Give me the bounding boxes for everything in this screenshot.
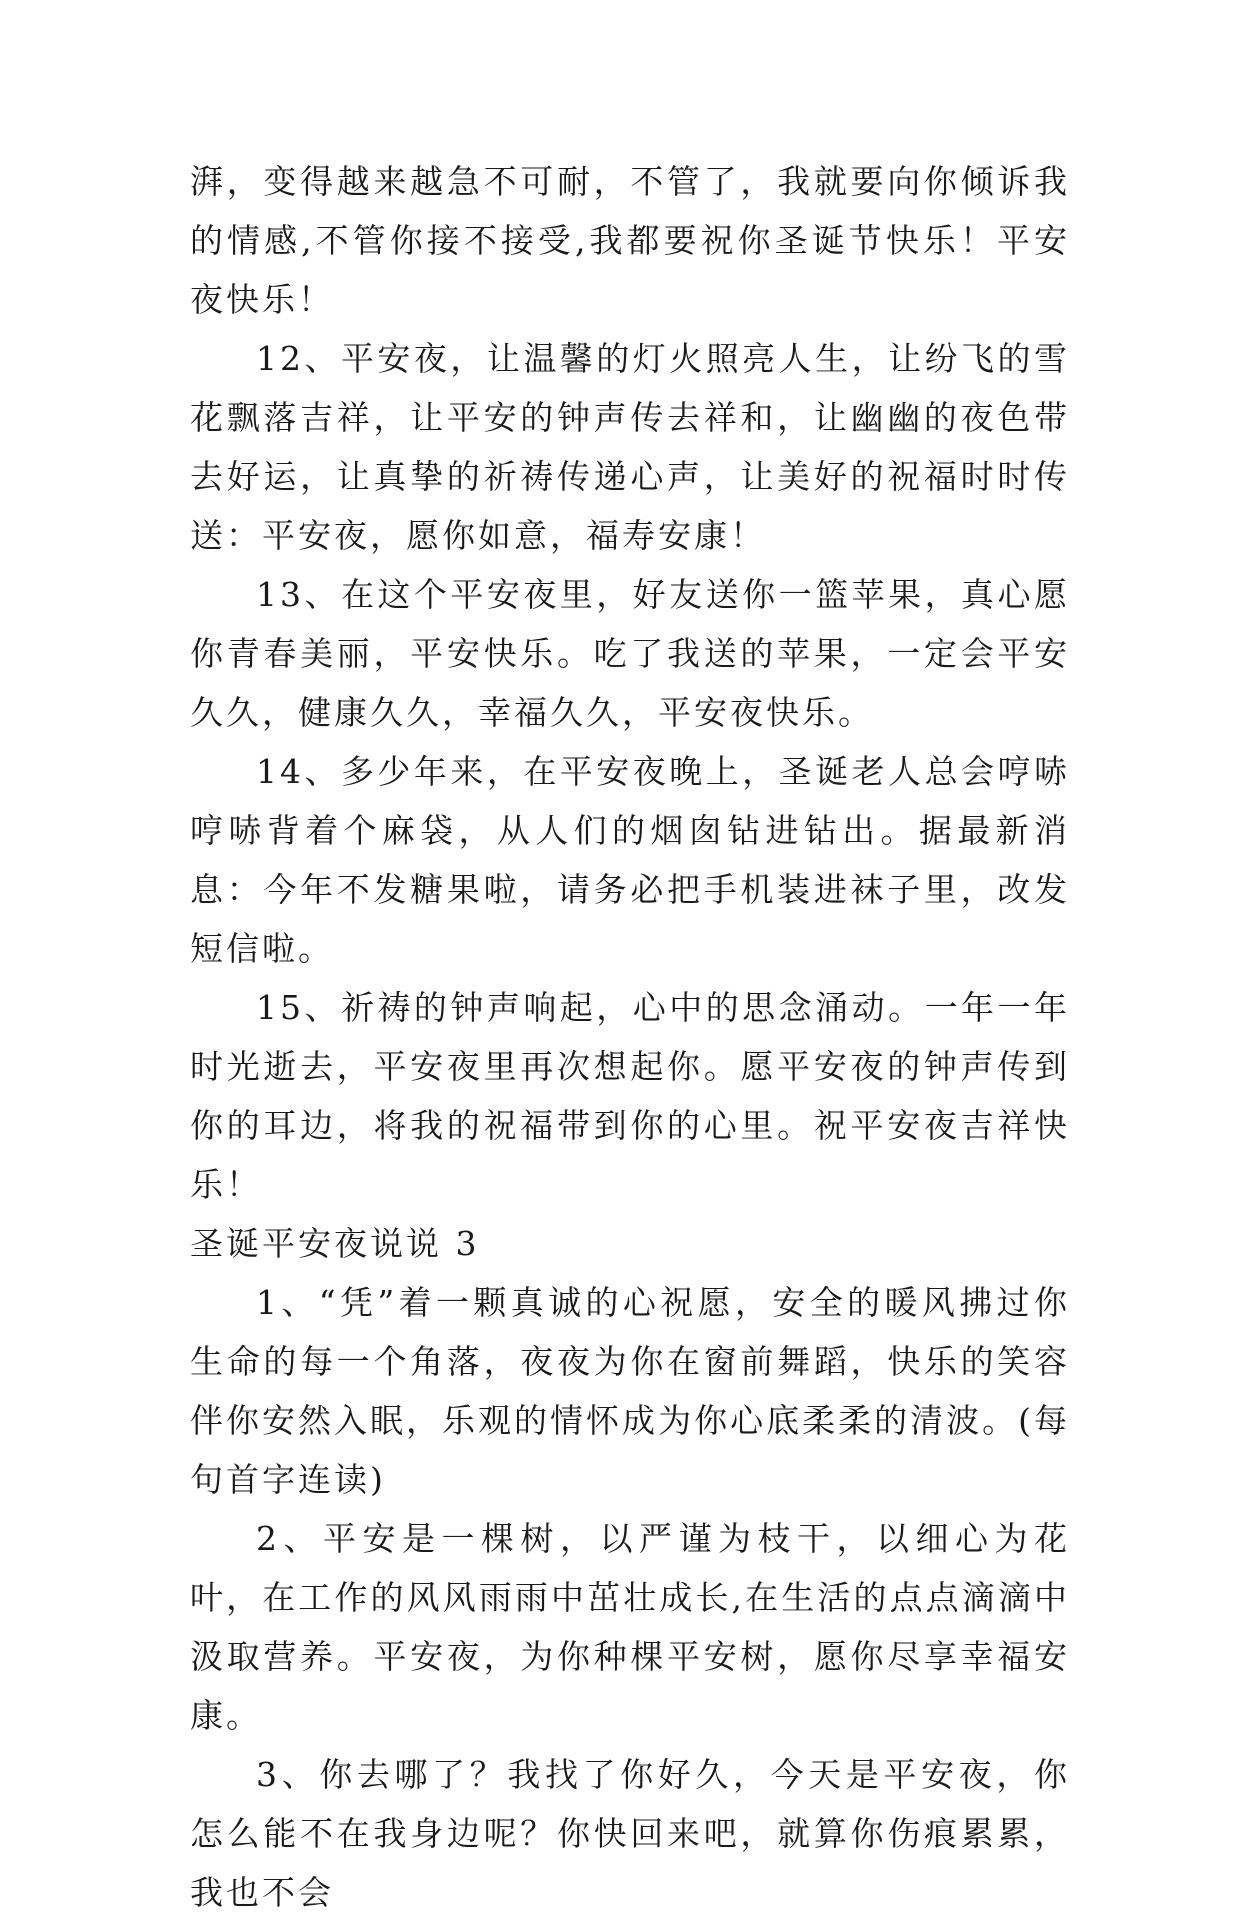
document-body — [190, 152, 1070, 1922]
section-heading: 圣诞平安夜说说 3 — [190, 1224, 480, 1263]
paragraph-item-12: 12、平安夜，让温馨的灯火照亮人生，让纷飞的雪花飘落吉祥，让平安的钟声传去祥和，让幽幽的夜色带去好运，让真挚的祈祷传递心声，让美好的祝福时时传送：平安夜，愿你如意，福寿安康！ — [190, 339, 1070, 555]
section-paragraph-3: 3、你去哪了？我找了你好久，今天是平安夜，你怎么能不在我身边呢？你快回来吧，就算你伤痕累累，我也不会 — [190, 1755, 1070, 1912]
section-paragraph-2: 2、平安是一棵树，以严谨为枝干，以细心为花叶，在工作的风风雨雨中茁壮成长,在生活的点点滴滴中汲取营养。平安夜，为你种棵平安树，愿你尽享幸福安康。 — [190, 1519, 1070, 1735]
paragraph-continuation: 湃，变得越来越急不可耐，不管了，我就要向你倾诉我的情感,不管你接不接受,我都要祝你圣诞节快乐！平安夜快乐！ — [190, 162, 1070, 319]
section-paragraph-1: 1、“凭”着一颗真诚的心祝愿，安全的暖风拂过你生命的每一个角落，夜夜为你在窗前舞蹈，快乐的笑容伴你安然入眠，乐观的情怀成为你心底柔柔的清波。(每句首字连读) — [190, 1283, 1070, 1499]
paragraph-item-14: 14、多少年来，在平安夜晚上，圣诞老人总会哼哧哼哧背着个麻袋，从人们的烟囱钻进钻出。据最新消息：今年不发糖果啦，请务必把手机装进袜子里，改发短信啦。 — [190, 752, 1070, 968]
paragraph-item-15: 15、祈祷的钟声响起，心中的思念涌动。一年一年时光逝去，平安夜里再次想起你。愿平安夜的钟声传到你的耳边，将我的祝福带到你的心里。祝平安夜吉祥快乐！ — [190, 988, 1070, 1204]
paragraph-item-13: 13、在这个平安夜里，好友送你一篮苹果，真心愿你青春美丽，平安快乐。吃了我送的苹果，一定会平安久久，健康久久，幸福久久，平安夜快乐。 — [190, 575, 1070, 732]
